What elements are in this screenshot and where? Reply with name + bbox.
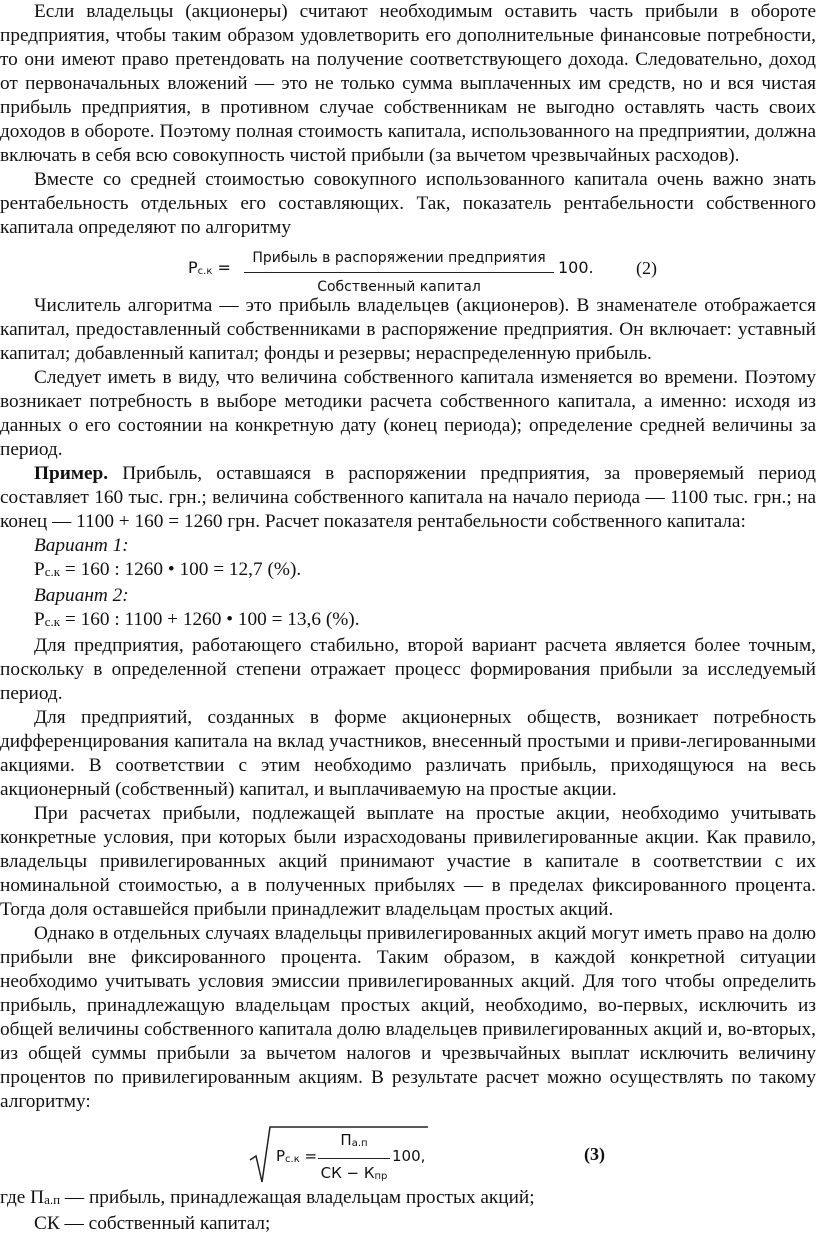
formula-3 xyxy=(0,1124,816,1186)
formula-3-number: (3) xyxy=(584,1144,605,1164)
formula-3-numerator: Па.п xyxy=(340,1131,368,1149)
paragraph-8: При расчетах прибыли, подлежащей выплате на простые акции, необходимо учитывать конкретные условия, при которых были израсходованы привилегированные акции. Как правило, владельцы привилегированных акций принимают участие в капитале в соответствии с их номинальной стоимостью, а в полученных прибылях — в пределах фиксированного процента. Тогда доля оставшейся прибыли принадлежит владельцам простых акций. xyxy=(0,803,816,920)
formula-3-multiplier: 100, xyxy=(392,1147,426,1165)
calc-2: Рс.к = 160 : 1100 + 1260 • 100 = 13,6 (%). xyxy=(34,609,360,630)
where-2: СК — собственный капитал; xyxy=(34,1213,271,1234)
where-1: где Па.п — прибыль, принадлежащая владельцам простых акций; xyxy=(0,1187,535,1208)
paragraph-2: Вместе со средней стоимостью совокупного использованного капитала очень важно знать рентабельность отдельных его составляющих. Так, показатель рентабельности собственного капитала определяют по алгоритму xyxy=(0,169,816,238)
formula-3-denominator: СК − Кпр xyxy=(320,1164,388,1182)
formula-2-fraction xyxy=(244,246,554,299)
variant-2-label: Вариант 2: xyxy=(34,585,129,606)
formula-2-number: (2) xyxy=(636,258,657,278)
paragraph-example xyxy=(0,462,816,534)
formula-2 xyxy=(0,246,816,295)
formula-2-lhs: Рс.к = xyxy=(188,258,231,277)
calc-1: Рс.к = 160 : 1260 • 100 = 12,7 (%). xyxy=(34,559,302,580)
paragraph-4: Следует иметь в виду, что величина собственного капитала изменяется во времени. Поэтому возникает потребность в выборе методики расчета собственного капитала, а именно: исходя из данных о его состоянии на конкретную дату (конец периода); определение средней величины за период. xyxy=(0,367,816,460)
variant-1-label: Вариант 1: xyxy=(34,535,129,556)
paragraph-9: Однако в отдельных случаях владельцы привилегированных акций могут иметь право на долю прибыли вне фиксированного процента. Таким образом, в каждой конкретной ситуации необходимо учитывать условия эмиссии привилегированных акций. Для того чтобы определить прибыль, принадлежащую владельцам простых акций, необходимо, во-первых, исключить из общей величины собственного капитала долю владельцев привилегированных акций и, во-вторых, из общей суммы прибыли за вычетом налогов и чрезвычайных выплат исключить величину процентов по привилегированным акциям. В результате расчет можно осуществлять по такому алгоритму: xyxy=(0,923,816,1112)
paragraph-3: Числитель алгоритма — это прибыль владельцев (акционеров). В знаменателе отображается капитал, предоставленный собственниками в распоряжение предприятия. Он включает: уставный капитал; добавленный капитал; фонды и резервы; нераспределенную прибыль. xyxy=(0,295,816,364)
paragraph-6: Для предприятия, работающего стабильно, второй вариант расчета является более точным, поскольку в определенной степени отражает процесс формирования прибыли за исследуемый период. xyxy=(0,635,816,704)
formula-3-lhs: Рс.к = xyxy=(276,1147,318,1165)
formula-2-multiplier: 100. xyxy=(558,258,594,277)
formula-2-numerator: Прибыль в распоряжении предприятия xyxy=(252,250,546,266)
example-label: Пример. xyxy=(34,463,109,484)
paragraph-7: Для предприятий, созданных в форме акционерных обществ, возникает потребность дифференцирования капитала на вклад участников, внесенный простыми и приви-легированными акциями. В соответствии с этим необходимо различать прибыль, приходящуюся на весь акционерный (собственный) капитал, и выплачиваемую на простые акции. xyxy=(0,707,816,800)
paragraph-1: Если владельцы (акционеры) считают необходимым оставить часть прибыли в обороте предприятия, чтобы таким образом удовлетворить его дополнительные финансовые потребности, то они имеют право претендовать на получение соответствующего дохода. Следовательно, доход от первоначальных вложений — это не только сумма выплаченных им средств, но и вся чистая прибыль предприятия, в противном случае собственникам не выгодно оставлять часть своих доходов в обороте. Поэтому полная стоимость капитала, использованного на предприятии, должна включать в себя всю совокупность чистой прибыли (за вычетом чрезвычайных расходов). xyxy=(0,1,816,166)
example-text: Прибыль, оставшаяся в распоряжении предприятия, за проверяемый период составляет 160 тыс. грн.; величина собственного капитала на начало периода — 1100 тыс. грн.; на конец — 1100 + 160 = 1260 грн. Расчет показателя рентабельности собственного капитала: xyxy=(0,463,816,532)
formula-2-denominator: Собственный капитал xyxy=(317,279,481,295)
formula-3-fraction xyxy=(318,1128,390,1189)
